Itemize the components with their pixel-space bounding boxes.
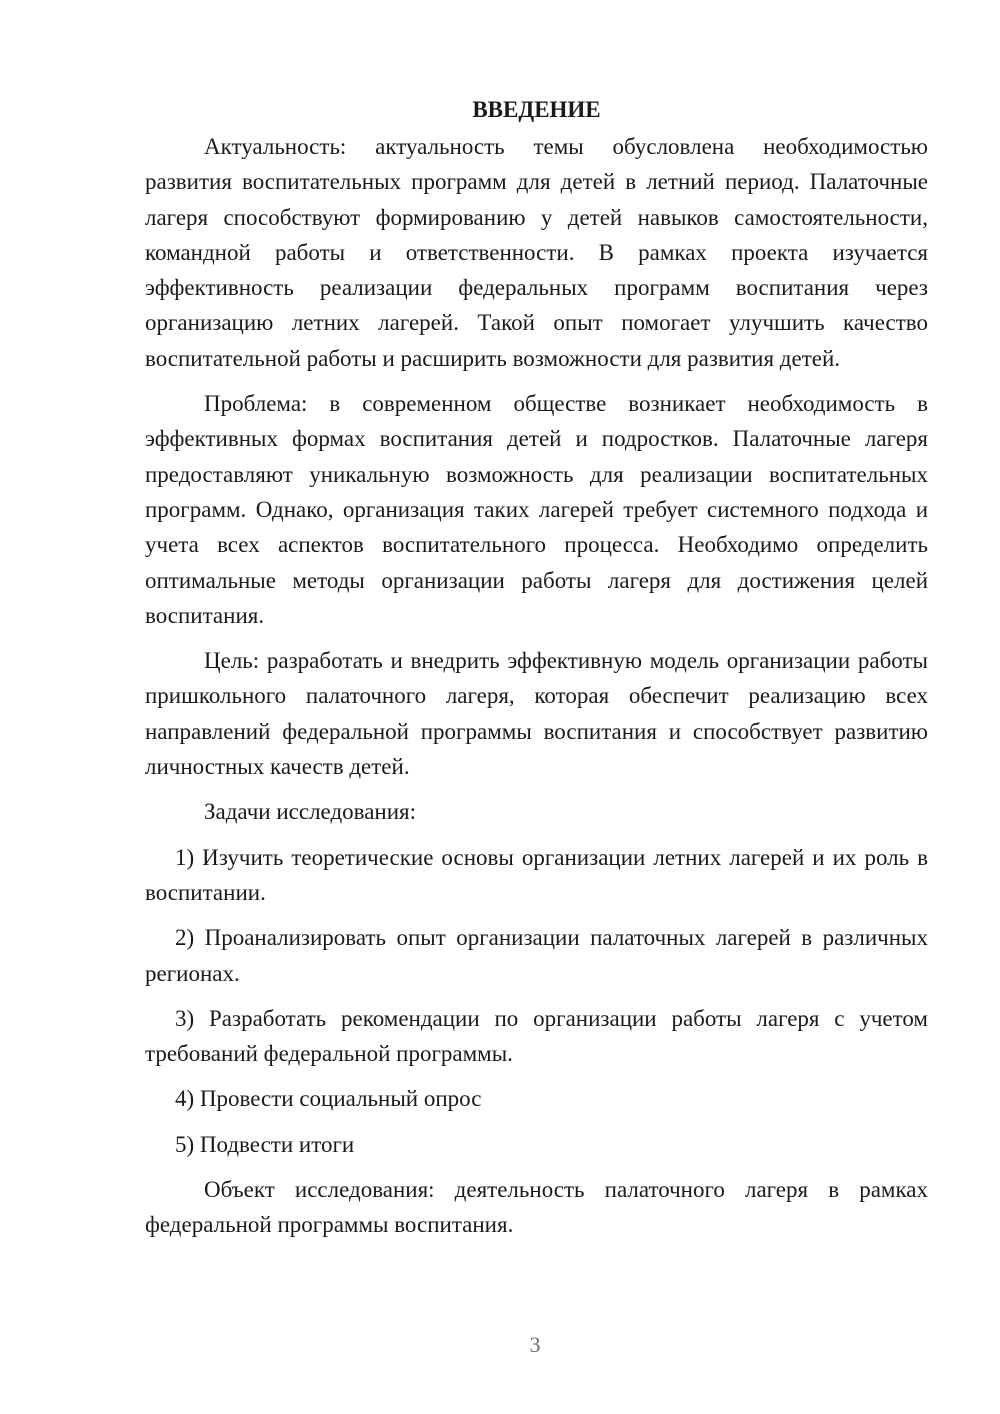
paragraph-object: Объект исследования: деятельность палаточного лагеря в рамках федеральной программы воспитания. [145, 1177, 928, 1238]
task-item-1: 1) Изучить теоретические основы организации летних лагерей и их роль в воспитании. [145, 844, 928, 905]
tasks-heading: Задачи исследования: [204, 799, 417, 825]
page-title: ВВЕДЕНИЕ [472, 97, 601, 122]
paragraph-goal: Цель: разработать и внедрить эффективную модель организации работы пришкольного палаточного лагеря, которая обеспечит реализацию всех направлений федеральной программы воспитания и способствует развитию личностных качеств детей. [145, 648, 928, 780]
task-item-2: 2) Проанализировать опыт организации палаточных лагерей в различных регионах. [145, 925, 928, 986]
paragraph-relevance: Актуальность: актуальность темы обусловлена необходимостью развития воспитательных программ для детей в летний период. Палаточные лагеря способствуют формированию у детей навыков самостоятельности, командной работы и ответственности. В рамках проекта изучается эффективность реализации федеральных программ воспитания через организацию летних лагерей. Такой опыт помогает улучшить качество воспитательной работы и расширить возможности для развития детей. [145, 134, 928, 371]
task-item-5: 5) Подвести итоги [175, 1131, 355, 1157]
paragraph-problem: Проблема: в современном обществе возникает необходимость в эффективных формах воспитания детей и подростков. Палаточные лагеря предоставляют уникальную возможность для реализации воспитательных программ. Однако, организация таких лагерей требует системного подхода и учета всех аспектов воспитательного процесса. Необходимо определить оптимальные методы организации работы лагеря для достижения целей воспитания. [145, 391, 928, 628]
task-item-3: 3) Разработать рекомендации по организации работы лагеря с учетом требований федеральной программы. [145, 1005, 928, 1067]
document-page [145, 92, 928, 1253]
page-number: 3 [529, 1332, 541, 1357]
task-item-4: 4) Провести социальный опрос [175, 1086, 482, 1112]
